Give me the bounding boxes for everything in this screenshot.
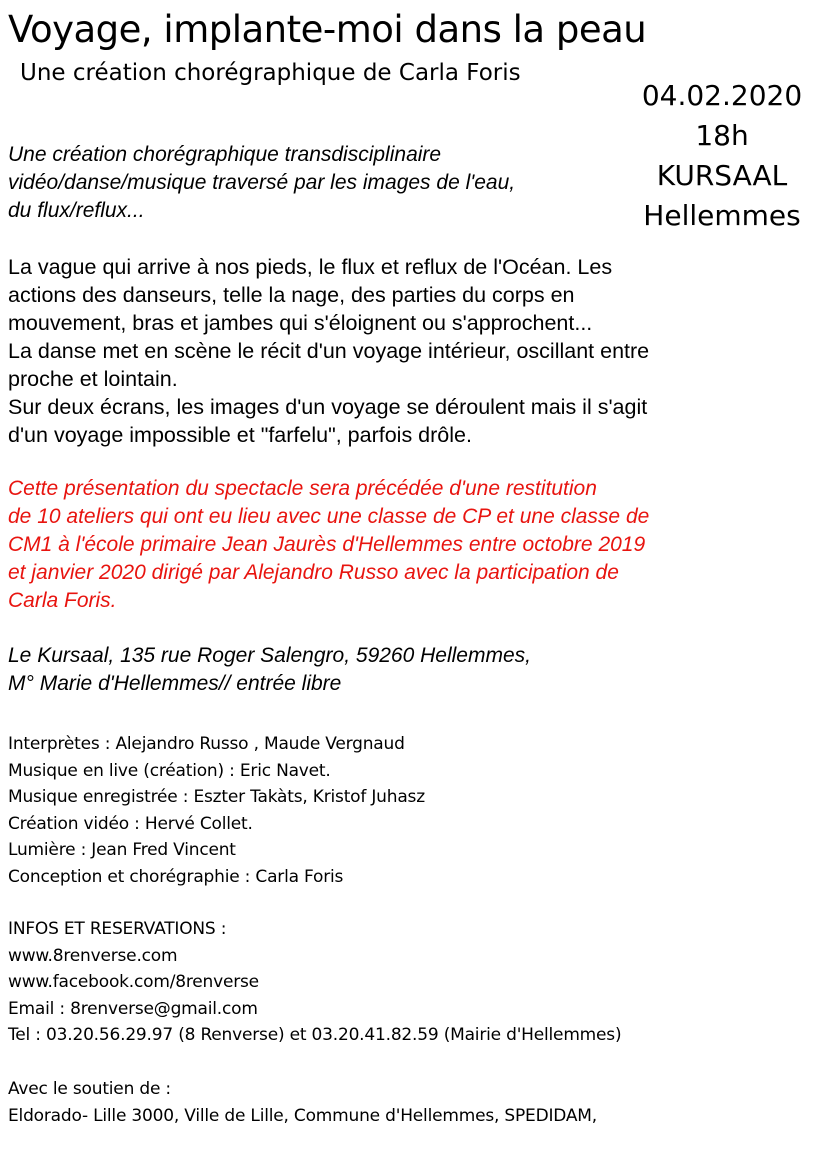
credit-recorded-music: Musique enregistrée : Eszter Takàts, Kristof Juhasz [8, 787, 425, 807]
venue-address [8, 642, 808, 698]
description-line: Sur deux écrans, les images d'un voyage se déroulent mais il s'agit [8, 395, 648, 419]
credit-live-music: Musique en live (création) : Eric Navet. [8, 760, 331, 781]
notice-line: Carla Foris. [8, 589, 117, 612]
notice-line: et janvier 2020 dirigé par Alejandro Russo avec la participation de [8, 561, 619, 584]
workshop-notice [8, 475, 818, 615]
description-line: La vague qui arrive à nos pieds, le flux et reflux de l'Océan. Les [8, 255, 613, 279]
event-venue: KURSAAL [656, 159, 788, 192]
support-section [8, 1076, 597, 1129]
page-title: Voyage, implante-moi dans la peau [8, 8, 647, 51]
lead-line: vidéo/danse/musique traversé par les images de l'eau, [8, 171, 516, 194]
event-city: Hellemmes [643, 199, 801, 232]
credit-lighting: Lumière : Jean Fred Vincent [8, 840, 236, 860]
event-info [622, 76, 822, 236]
phone-info: Tel : 03.20.56.29.97 (8 Renverse) et 03.20.41.82.59 (Mairie d'Hellemmes) [8, 1025, 622, 1045]
description-line: mouvement, bras et jambes qui s'éloignent ou s'approchent... [8, 311, 593, 335]
notice-line: Cette présentation du spectacle sera précédée d'une restitution [8, 477, 597, 500]
email-link[interactable]: Email : 8renverse@gmail.com [8, 998, 258, 1019]
address-line: M° Marie d'Hellemmes// entrée libre [8, 672, 342, 695]
infos-heading: INFOS ET RESERVATIONS : [8, 919, 227, 939]
support-partners: Eldorado- Lille 3000, Ville de Lille, Commune d'Hellemmes, SPEDIDAM, [8, 1105, 597, 1126]
support-heading: Avec le soutien de : [8, 1079, 171, 1099]
lead-line: Une création chorégraphique transdisciplinaire [8, 143, 442, 166]
description-line: d'un voyage impossible et "farfelu", parfois drôle. [8, 423, 472, 447]
page-subtitle: Une création chorégraphique de Carla Foris [20, 60, 521, 86]
address-line: Le Kursaal, 135 rue Roger Salengro, 59260 Hellemmes, [8, 644, 531, 667]
lead-line: du flux/reflux... [8, 199, 145, 222]
credits-list [8, 731, 425, 890]
description-line: La danse met en scène le récit d'un voyage intérieur, oscillant entre [8, 339, 650, 363]
description-paragraph [8, 253, 808, 449]
reservation-info [8, 916, 621, 1049]
lead-paragraph [8, 141, 648, 225]
website-link[interactable]: www.8renverse.com [8, 945, 178, 966]
notice-line: de 10 ateliers qui ont eu lieu avec une classe de CP et une classe de [8, 505, 650, 528]
event-time: 18h [695, 119, 749, 152]
description-line: proche et lointain. [8, 367, 178, 391]
credit-performers: Interprètes : Alejandro Russo , Maude Vergnaud [8, 734, 405, 754]
credit-video: Création vidéo : Hervé Collet. [8, 813, 253, 834]
facebook-link[interactable]: www.facebook.com/8renverse [8, 972, 259, 992]
notice-line: CM1 à l'école primaire Jean Jaurès d'Hellemmes entre octobre 2019 [8, 533, 646, 556]
description-line: actions des danseurs, telle la nage, des parties du corps en [8, 283, 575, 307]
credit-concept: Conception et chorégraphie : Carla Foris [8, 866, 344, 887]
event-date: 04.02.2020 [641, 79, 803, 112]
